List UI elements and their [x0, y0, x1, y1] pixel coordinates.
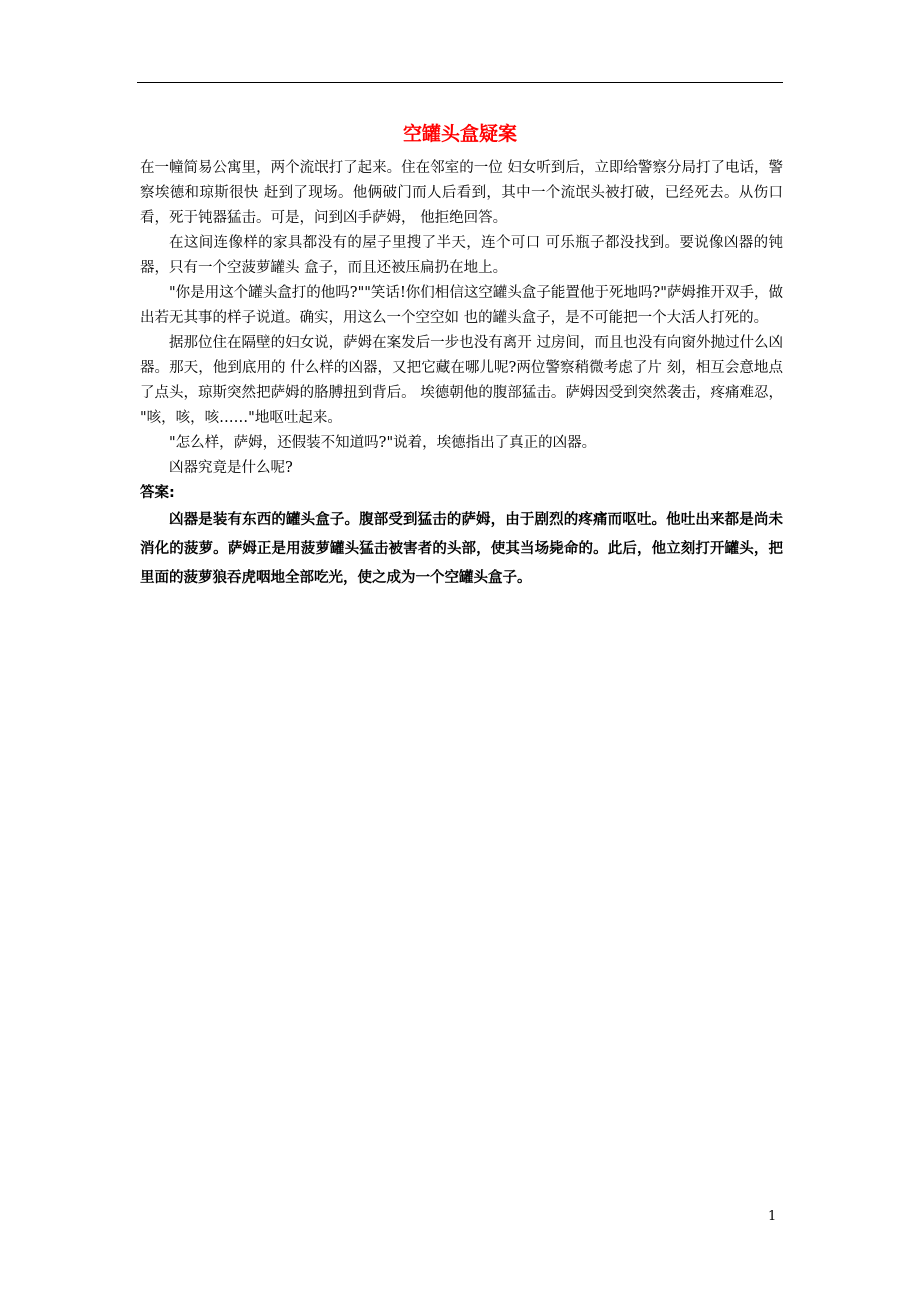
paragraph-6: 凶器究竟是什么呢? [169, 460, 293, 476]
page-number: 1 [768, 1209, 777, 1224]
document-body [140, 156, 783, 593]
document-title: 空罐头盒疑案 [402, 123, 517, 145]
paragraph-3: "你是用这个罐头盒打的他吗?""笑话!你们相信这空罐头盒子能置他于死地吗?"萨姆推开双手，做出若无其事的样子说道。确实，用这么一个空空如 也的罐头盒子，是不可能把一个大活人打死的。 [140, 285, 783, 326]
paragraph-4: 据那位住在隔壁的妇女说，萨姆在案发后一步也没有离开 过房间，而且也没有向窗外抛过什么凶器。那天，他到底用的 什么样的凶器，又把它藏在哪儿呢?两位警察稍微考虑了片 刻，相互会意地点了点头，琼斯突然把萨姆的胳膊扭到背后。 埃德朝他的腹部猛击。萨姆因受到突然袭击，疼痛难忍， "咳，咳，咳……"地呕吐起来。 [140, 335, 783, 426]
paragraph-1: 在一幢简易公寓里，两个流氓打了起来。住在邻室的一位 妇女听到后，立即给警察分局打了电话，警察埃德和琼斯很快 赶到了现场。他俩破门而人后看到，其中一个流氓头被打破，已经死去。从伤口看，死于钝器猛击。可是，问到凶手萨姆， 他拒绝回答。 [140, 160, 783, 226]
answer-label: 答案: [140, 485, 175, 501]
header-rule [137, 82, 783, 83]
answer-text: 凶器是装有东西的罐头盒子。腹部受到猛击的萨姆，由于剧烈的疼痛而呕吐。他吐出来都是尚未消化的菠萝。萨姆正是用菠萝罐头猛击被害者的头部，使其当场毙命的。此后，他立刻打开罐头，把里面的菠萝狼吞虎咽地全部吃光，使之成为一个空罐头盒子。 [140, 512, 783, 586]
paragraph-2: 在这间连像样的家具都没有的屋子里搜了半天，连个可口 可乐瓶子都没找到。要说像凶器的钝器，只有一个空菠萝罐头 盒子，而且还被压扁扔在地上。 [140, 235, 783, 276]
paragraph-5: "怎么样，萨姆，还假装不知道吗?"说着，埃德指出了真正的凶器。 [169, 435, 597, 451]
